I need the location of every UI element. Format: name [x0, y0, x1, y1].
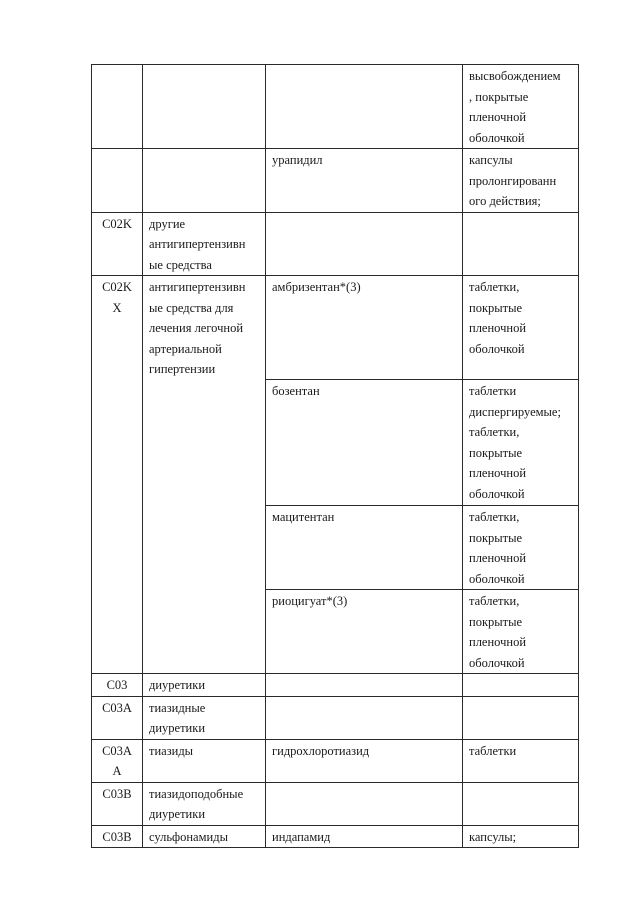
- text-line: оболочкой: [469, 486, 525, 501]
- text-line: амбризентан*(3): [272, 280, 361, 294]
- text-line: капсулы: [469, 153, 513, 167]
- text-line: ого действия;: [469, 194, 541, 208]
- group-name-cell: [143, 674, 266, 697]
- text-line: сульфонамиды: [149, 829, 228, 844]
- table-row: [92, 674, 579, 697]
- atc-code-cell: [92, 825, 143, 848]
- dosage-form-cell: [463, 65, 579, 149]
- text-line: таблетки,: [469, 280, 520, 294]
- text-line: антигипертензивн: [149, 280, 246, 294]
- table-row: [92, 739, 579, 782]
- group-name-cell: [143, 739, 266, 782]
- medication-table: [91, 64, 579, 848]
- atc-code-cell: [92, 65, 143, 149]
- text-line: C03B: [102, 829, 132, 844]
- text-line: тиазидоподобные: [149, 786, 244, 801]
- table-row: [92, 212, 579, 276]
- dosage-form-cell: [463, 590, 579, 674]
- text-line: пленочной: [469, 110, 527, 124]
- text-line: риоцигуат*(3): [272, 594, 348, 608]
- text-line: пленочной: [469, 635, 527, 649]
- table-row: [92, 782, 579, 825]
- text-line: покрытые: [469, 530, 523, 545]
- drug-name-cell: [266, 739, 463, 782]
- drug-name-cell: [266, 696, 463, 739]
- drug-name-cell: [266, 276, 463, 380]
- dosage-form-cell: [463, 276, 579, 380]
- dosage-form-cell: [463, 739, 579, 782]
- dosage-form-cell: [463, 782, 579, 825]
- text-line: ые средства для: [149, 300, 234, 315]
- text-line: A: [112, 764, 122, 778]
- text-line: C02K: [102, 216, 132, 231]
- text-line: C03A: [102, 743, 132, 758]
- text-line: C03: [106, 678, 128, 692]
- group-name-cell: [143, 212, 266, 276]
- drug-name-cell: [266, 212, 463, 276]
- atc-code-cell: [92, 212, 143, 276]
- drug-name-cell: [266, 65, 463, 149]
- text-line: капсулы;: [469, 829, 517, 844]
- text-line: покрытые: [469, 614, 523, 629]
- drug-name-cell: [266, 782, 463, 825]
- drug-name-cell: [266, 825, 463, 848]
- table-row: [92, 65, 579, 149]
- group-name-cell: [143, 696, 266, 739]
- group-name-cell: [143, 65, 266, 149]
- text-line: урапидил: [272, 153, 323, 167]
- text-line: индапамид: [272, 829, 331, 844]
- dosage-form-cell: [463, 674, 579, 697]
- text-line: C03A: [102, 700, 132, 715]
- atc-code-cell: [92, 739, 143, 782]
- drug-name-cell: [266, 674, 463, 697]
- dosage-form-cell: [463, 825, 579, 848]
- text-line: диуретики: [149, 807, 206, 821]
- drug-name-cell: [266, 149, 463, 213]
- atc-code-cell: [92, 149, 143, 213]
- drug-name-cell: [266, 380, 463, 506]
- atc-code-cell: [92, 782, 143, 825]
- dosage-form-cell: [463, 380, 579, 506]
- group-name-cell: [143, 782, 266, 825]
- text-line: , покрытые: [469, 89, 529, 104]
- text-line: тиазидные: [149, 700, 206, 715]
- text-line: диспергируемые;: [469, 404, 561, 419]
- text-line: X: [112, 300, 122, 315]
- text-line: гидрохлоротиазид: [272, 743, 370, 758]
- text-line: другие: [149, 216, 186, 231]
- group-name-cell: [143, 825, 266, 848]
- text-line: C03B: [102, 786, 132, 801]
- atc-code-cell: [92, 674, 143, 697]
- text-line: высвобождением: [469, 69, 561, 83]
- dosage-form-cell: [463, 696, 579, 739]
- text-line: таблетки,: [469, 594, 520, 608]
- text-line: пленочной: [469, 321, 527, 335]
- group-name-cell: [143, 149, 266, 213]
- text-line: диуретики: [149, 721, 206, 735]
- text-line: покрытые: [469, 300, 523, 315]
- drug-name-cell: [266, 590, 463, 674]
- text-line: оболочкой: [469, 571, 525, 586]
- text-line: таблетки,: [469, 425, 520, 439]
- text-line: пролонгированн: [469, 173, 557, 188]
- dosage-form-cell: [463, 506, 579, 590]
- table-row: [92, 696, 579, 739]
- table-row: [92, 276, 579, 380]
- dosage-form-cell: [463, 212, 579, 276]
- table-row: [92, 825, 579, 848]
- text-line: ые средства: [149, 257, 212, 272]
- atc-code-cell: [92, 276, 143, 674]
- text-line: антигипертензивн: [149, 237, 246, 251]
- text-line: тиазиды: [149, 743, 194, 758]
- drug-name-cell: [266, 506, 463, 590]
- text-line: таблетки: [469, 743, 517, 758]
- text-line: оболочкой: [469, 655, 525, 670]
- atc-code-cell: [92, 696, 143, 739]
- text-line: мацитентан: [272, 510, 335, 524]
- text-line: оболочкой: [469, 130, 525, 145]
- text-line: бозентан: [272, 384, 320, 398]
- text-line: C02K: [102, 280, 132, 294]
- text-line: таблетки,: [469, 510, 520, 524]
- text-line: лечения легочной: [149, 321, 244, 335]
- text-line: оболочкой: [469, 341, 525, 356]
- text-line: покрытые: [469, 445, 523, 460]
- group-name-cell: [143, 276, 266, 674]
- text-line: диуретики: [149, 678, 206, 692]
- text-line: таблетки: [469, 384, 517, 398]
- text-line: пленочной: [469, 551, 527, 565]
- text-line: артериальной: [149, 341, 222, 356]
- text-line: гипертензии: [149, 362, 216, 376]
- dosage-form-cell: [463, 149, 579, 213]
- text-line: пленочной: [469, 466, 527, 480]
- table-row: [92, 149, 579, 213]
